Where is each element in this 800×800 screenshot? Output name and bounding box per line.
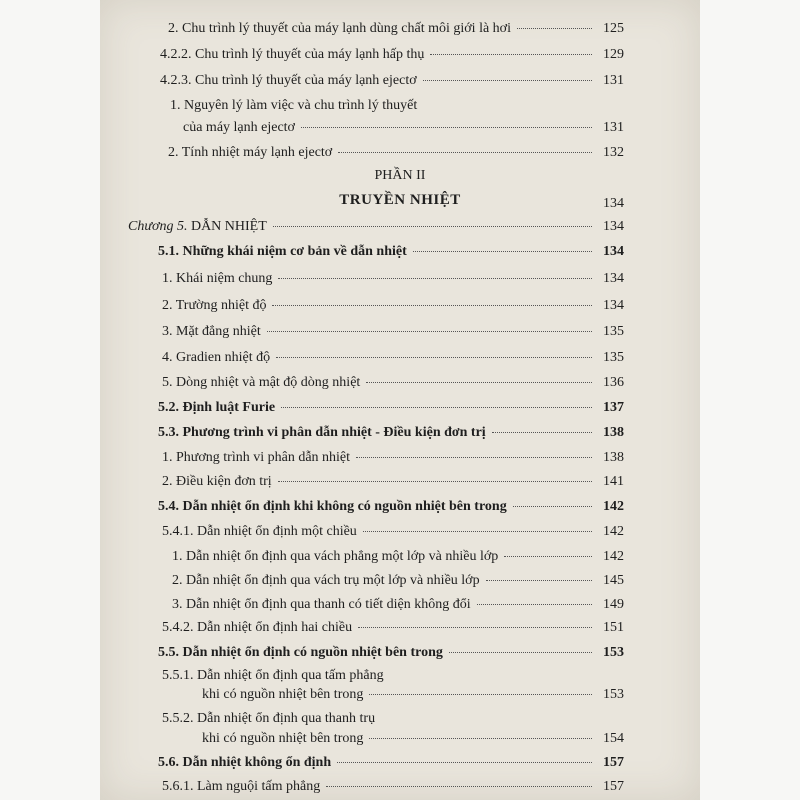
toc-entry-title: 1. Khái niệm chung — [162, 271, 273, 286]
chapter-prefix: Chương 5. — [128, 219, 188, 234]
toc-entry-title-cont: khi có nguồn nhiệt bên trong — [202, 687, 364, 702]
toc-entry-title: 5.4.1. Dẫn nhiệt ổn định một chiều — [162, 524, 357, 539]
toc-entry-page: 157 — [603, 779, 624, 794]
toc-entry — [172, 597, 624, 613]
toc-entry-page: 138 — [603, 425, 624, 440]
leader-dots — [430, 54, 592, 55]
toc-entry-page: 131 — [603, 120, 624, 135]
leader-dots — [517, 28, 592, 29]
toc-entry — [168, 21, 624, 37]
toc-entry-title: 2. Chu trình lý thuyết của máy lạnh dùng chất môi giới là hơi — [168, 21, 511, 36]
leader-dots — [338, 152, 592, 153]
toc-entry-page: 142 — [603, 524, 624, 539]
toc-entry-title: 2. Dẫn nhiệt ổn định qua vách trụ một lớp và nhiều lớp — [172, 573, 480, 588]
toc-entry-page: 134 — [603, 219, 624, 234]
leader-dots — [276, 357, 592, 358]
section-entry — [158, 244, 624, 260]
toc-entry-title: 1. Phương trình vi phân dẫn nhiệt — [162, 450, 351, 465]
toc-entry — [202, 687, 624, 703]
toc-entry-title: 4.2.3. Chu trình lý thuyết của máy lạnh ejectơ — [160, 73, 417, 88]
toc-entry — [160, 73, 624, 89]
toc-entry-title: 5.5.1. Dẫn nhiệt ổn định qua tấm phẳng — [162, 668, 384, 683]
leader-dots — [267, 331, 592, 332]
section-title: 5.4. Dẫn nhiệt ổn định khi không có nguồn nhiệt bên trong — [158, 499, 507, 514]
section-entry — [158, 425, 624, 441]
leader-dots — [273, 226, 592, 227]
section-title: 5.6. Dẫn nhiệt không ổn định — [158, 755, 332, 770]
toc-entry — [162, 350, 624, 366]
section-title: 5.2. Định luật Furie — [158, 400, 276, 415]
toc-entry-title: 4.2.2. Chu trình lý thuyết của máy lạnh hấp thụ — [160, 47, 425, 62]
toc-entry-page: 157 — [603, 755, 624, 770]
leader-dots — [278, 481, 592, 482]
section-title: 5.1. Những khái niệm cơ bản về dẫn nhiệt — [158, 244, 407, 259]
toc-entry — [162, 324, 624, 340]
leader-dots — [449, 652, 592, 653]
toc-entry — [162, 271, 624, 287]
toc-entry-page: 151 — [603, 620, 624, 635]
toc-entry-title: 2. Tính nhiệt máy lạnh ejectơ — [168, 145, 333, 160]
toc-entry-page: 135 — [603, 350, 624, 365]
leader-dots — [272, 305, 592, 306]
leader-dots — [504, 556, 592, 557]
toc-entry-title: 5.4.2. Dẫn nhiệt ổn định hai chiều — [162, 620, 353, 635]
toc-entry-title: 4. Gradien nhiệt độ — [162, 350, 271, 365]
part-label: PHẦN II — [374, 168, 426, 183]
toc-entry-page: 154 — [603, 731, 624, 746]
toc-entry-page: 134 — [603, 298, 624, 313]
leader-dots — [477, 604, 592, 605]
toc-entry — [162, 524, 624, 540]
chapter-entry — [128, 219, 624, 235]
toc-entry-title: 5.5.2. Dẫn nhiệt ổn định qua thanh trụ — [162, 711, 376, 726]
part-heading: TRUYỀN NHIỆT — [339, 192, 461, 208]
table-of-contents — [100, 0, 700, 800]
chapter-name: DẪN NHIỆT — [190, 219, 267, 234]
toc-entry-title: 1. Dẫn nhiệt ổn định qua vách phẳng một lớp và nhiều lớp — [172, 549, 499, 564]
toc-entry-page: 142 — [603, 549, 624, 564]
leader-dots — [492, 432, 592, 433]
leader-dots — [326, 786, 592, 787]
toc-entry-page: 141 — [603, 474, 624, 489]
chapter-title — [128, 219, 267, 235]
toc-entry-page: 131 — [603, 73, 624, 88]
toc-entry — [168, 145, 624, 161]
toc-entry — [162, 298, 624, 314]
leader-dots — [337, 762, 592, 763]
section-entry — [158, 499, 624, 515]
toc-entry — [183, 120, 624, 136]
toc-entry-page: 145 — [603, 573, 624, 588]
toc-entry-title: 2. Trường nhiệt độ — [162, 298, 267, 313]
toc-entry-page: 136 — [603, 375, 624, 390]
toc-entry — [172, 549, 624, 565]
toc-entry-title: 5.6.1. Làm nguội tấm phẳng — [162, 779, 321, 794]
leader-dots — [366, 382, 592, 383]
toc-entry-page: 149 — [603, 597, 624, 612]
section-entry — [158, 755, 624, 771]
toc-entry-page: 125 — [603, 21, 624, 36]
leader-dots — [413, 251, 592, 252]
toc-entry-title: 5. Dòng nhiệt và mật độ dòng nhiệt — [162, 375, 361, 390]
toc-entry — [160, 47, 624, 63]
toc-entry-page: 129 — [603, 47, 624, 62]
leader-dots — [356, 457, 592, 458]
toc-entry-title: 1. Nguyên lý làm việc và chu trình lý thuyết — [170, 98, 418, 113]
toc-entry-page: 134 — [603, 271, 624, 286]
toc-entry-page: 153 — [603, 645, 624, 660]
toc-entry — [202, 731, 624, 747]
leader-dots — [369, 738, 592, 739]
leader-dots — [486, 580, 592, 581]
toc-entry-title: 2. Điều kiện đơn trị — [162, 474, 272, 489]
toc-entry-title-cont: của máy lạnh ejectơ — [183, 120, 295, 135]
leader-dots — [513, 506, 592, 507]
toc-entry-title: 3. Dẫn nhiệt ổn định qua thanh có tiết diện không đổi — [172, 597, 471, 612]
toc-entry-page: 142 — [603, 499, 624, 514]
section-entry — [158, 400, 624, 416]
leader-dots — [358, 627, 592, 628]
book-page — [100, 0, 700, 800]
toc-entry-title: 3. Mặt đẳng nhiệt — [162, 324, 261, 339]
toc-entry-page: 134 — [603, 244, 624, 259]
toc-entry — [162, 450, 624, 466]
leader-dots — [423, 80, 592, 81]
toc-entry-page: 132 — [603, 145, 624, 160]
leader-dots — [281, 407, 592, 408]
toc-entry — [172, 573, 624, 589]
toc-entry — [162, 620, 624, 636]
section-entry — [158, 645, 624, 661]
leader-dots — [369, 694, 592, 695]
toc-entry-page: 138 — [603, 450, 624, 465]
toc-entry — [162, 779, 624, 795]
toc-entry-page: 134 — [603, 196, 624, 211]
section-title: 5.3. Phương trình vi phân dẫn nhiệt - Điều kiện đơn trị — [158, 425, 486, 440]
toc-entry-page: 153 — [603, 687, 624, 702]
leader-dots — [278, 278, 592, 279]
toc-entry-page: 137 — [603, 400, 624, 415]
leader-dots — [363, 531, 592, 532]
section-title: 5.5. Dẫn nhiệt ổn định có nguồn nhiệt bên trong — [158, 645, 443, 660]
toc-entry-title-cont: khi có nguồn nhiệt bên trong — [202, 731, 364, 746]
toc-entry-page: 135 — [603, 324, 624, 339]
leader-dots — [301, 127, 592, 128]
toc-entry — [162, 375, 624, 391]
toc-entry — [162, 474, 624, 490]
